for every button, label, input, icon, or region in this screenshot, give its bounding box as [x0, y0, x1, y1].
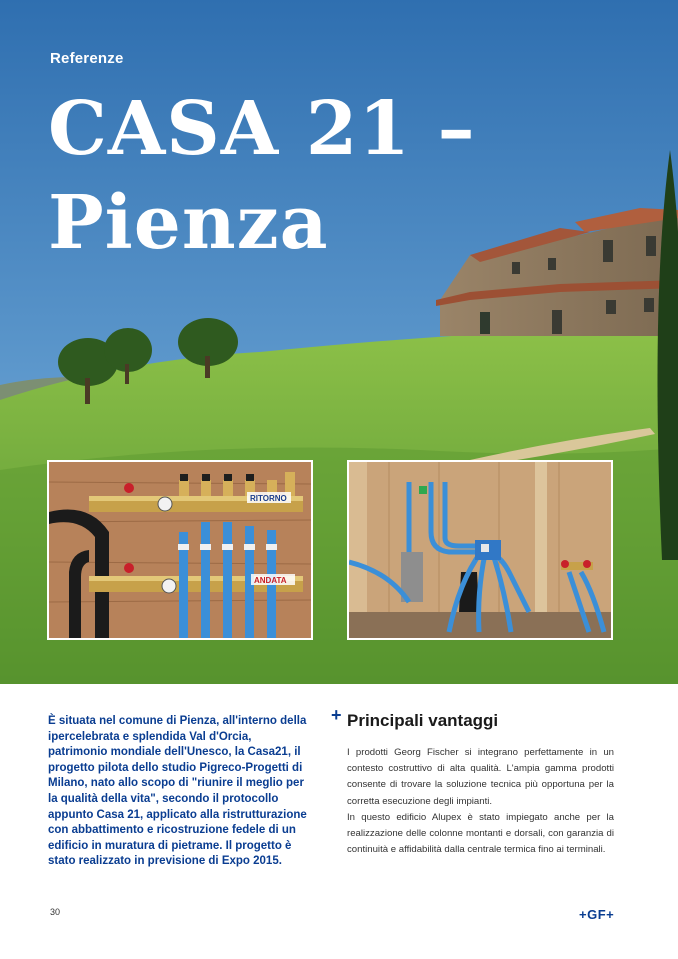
plus-icon: +: [331, 705, 342, 725]
intro-paragraph: È situata nel comune di Pienza, all'interno della ipercelebrata e splendida Val d'Orcia, patrimonio mondiale dell'Unesco, la Casa21, il progetto pilota dello studio Pigreco-Progetti di Milano, nato allo scopo di "riunire il meglio per la qualità della vita", secondo il protocollo appunto Casa 21, applicato alla ristrutturazione con abbattimento e ricostruzione fedele di un edificio in muratura di pietrame. Il progetto è stato realizzato in previsione di Expo 2015.: [48, 715, 307, 868]
pipes-illustration: [349, 462, 611, 638]
pipes-photo: [347, 460, 613, 640]
page-number: 30: [50, 907, 61, 917]
section-label: Referenze: [50, 50, 124, 67]
gf-logo: +GF+: [579, 907, 615, 922]
advantages-body: [347, 745, 614, 858]
title-line-1: CASA 21 –: [48, 86, 476, 172]
manifold-illustration: [49, 462, 311, 638]
andata-label: ANDATA: [254, 576, 287, 585]
advantages-paragraph-1: I prodotti Georg Fischer si integrano perfettamente in un contesto costruttivo di alta qualità. L'ampia gamma prodotti consente di trovare la soluzione tecnica più opportuna per la corretta esecuzione degli impianti.: [347, 747, 614, 807]
ritorno-label: RITORNO: [250, 494, 287, 503]
advantages-heading: Principali vantaggi: [347, 711, 499, 730]
manifold-photo: [47, 460, 313, 640]
title-line-2: Pienza: [48, 180, 329, 266]
advantages-paragraph-2: In questo edificio Alupex è stato impiegato anche per la realizzazione delle colonne montanti e dorsali, con garanzia di continuità e affidabilità dalla centrale termica fino ai terminali.: [347, 811, 614, 856]
page-title: [48, 82, 476, 270]
